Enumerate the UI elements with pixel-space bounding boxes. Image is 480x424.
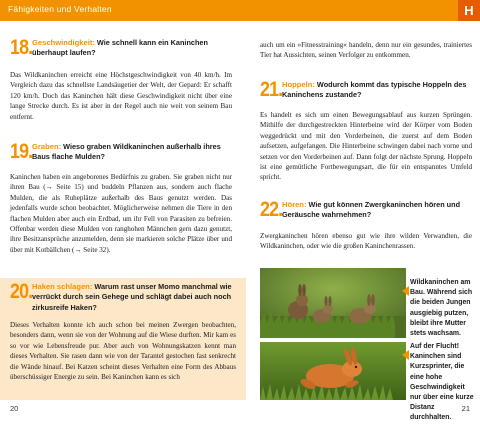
question-text: Wie gut können Zwergkaninchen hören und Geräusche wahrnehmen? — [282, 200, 461, 220]
question-heading — [32, 142, 232, 163]
caption-top — [410, 278, 474, 339]
answer-text: Dieses Verhalten konnte ich auch schon bei meinen Zwergen beobachten, besonders dann, wenn sie von der Wohnung auf die Wiese durften. Mir kam es so vor wie Lebensfreude pur. Aber auch von Wohnungskatzen kennt man dieses Verhalten. Sie rasen dann wie von der Tarantel gestochen fast senkrecht die Wände hinauf. Bei Katzen scheint dieses Verhalten eine Form des Abbaus überschüssiger Energie zu sein. Bei Kaninchen kann es sich — [10, 321, 236, 382]
answer-text: Zwergkaninchen hören ebenso gut wie ihre wilden Verwandten, die Wildkaninchen, oder wie die großen Kaninchenrassen. — [260, 232, 472, 251]
photo-fleeing-rabbit — [260, 342, 406, 400]
question-22 — [260, 200, 472, 221]
answer-20 — [10, 320, 236, 382]
question-heading — [32, 38, 232, 59]
question-text: Warum rast unser Momo manchmal wie verrückt durch sein Gehege und schlägt dabei auch noch zirkusreife Haken? — [32, 282, 232, 312]
question-19 — [10, 142, 232, 163]
page-number-left: 20 — [10, 404, 19, 413]
rabbits-at-burrow-image — [260, 268, 406, 338]
answer-text: Kaninchen haben ein angeborenes Bedürfnis zu graben. Sie graben nicht nur ihren Bau (→ Seite 15) und buddeln Pflanzen aus, sondern auch flache Mulden, die als Ruheplätze außerhalb des Baus genutzt werden. Das jedenfalls wurde schon beobachtet. Möglicherweise nehmen die Tiere in den flachen Mulden aber auch ein Erdbad, um ihr Fell von Parasiten zu befreien. Offenbar werden diese Mulden von ranghohen Männchen gern dazu genutzt, ihre Besitzansprüche anzumelden, denn sie markieren solche Plätze über und über mit Kotbällchen (→ Seite 32). — [10, 173, 232, 254]
question-heading — [32, 282, 236, 313]
answer-19 — [10, 172, 232, 255]
continuation-text — [260, 40, 472, 61]
answer-22 — [260, 231, 472, 252]
question-21 — [260, 80, 472, 101]
question-keyword: Haken schlagen: — [32, 282, 93, 291]
photo-wild-rabbits — [260, 268, 406, 338]
question-text: Wie schnell kann ein Kaninchen überhaupt laufen? — [32, 38, 208, 58]
running-head: Fähigkeiten und Verhalten — [8, 4, 112, 14]
page-number-right: 21 — [461, 404, 470, 413]
question-keyword: Hören: — [282, 200, 307, 209]
running-head-bar — [0, 0, 480, 21]
section-tab: H — [458, 0, 480, 21]
question-keyword: Geschwindigkeit: — [32, 38, 95, 47]
answer-text: Das Wildkaninchen erreicht eine Höchstgeschwindigkeit von 40 km/h. Im Vergleich dazu das schnellste Landsäugetier der Welt, der Gepard: Er schafft 120 km/h. Doch das Kaninchen hält diese Geschwindigkeit nicht über eine lange Strecke durch. Es ist aber in der Regel auch nie weit von seinem Bau entfernt. — [10, 71, 232, 121]
question-keyword: Graben: — [32, 142, 62, 151]
question-heading — [282, 80, 472, 101]
question-keyword: Hoppeln: — [282, 80, 315, 89]
caption-pointer-icon — [402, 350, 409, 360]
fleeing-rabbit-image — [260, 342, 406, 400]
question-number: 18. — [10, 36, 33, 59]
caption-pointer-icon — [402, 286, 409, 296]
question-20 — [10, 282, 236, 313]
question-heading — [282, 200, 472, 221]
answer-text: Es handelt es sich um einen Bewegungsablauf aus kurzen Sprüngen. Mithilfe der durchgestreckten Hinterbeine wird der Körper vom Boden weggedrückt und mit den Vorderbeinen, die zuerst auf dem Boden aufsetzen, aufgefangen. Die Hinterbeine schwingen dabei nach vorne und setzen vor den Vorderbeinen auf. Dann folgt der nächste Sprung. Hoppeln ist eine gemütliche Fortbewegungsart, die für ein entspanntes Umfeld spricht. — [260, 111, 472, 182]
answer-21 — [260, 110, 472, 183]
continuation-paragraph: auch um ein »Fitnesstraining« handeln, denn nur ein gesundes, trainiertes Tier hat Aussichten, seinen Verfolger zu entkommen. — [260, 41, 472, 60]
question-number: 20. — [10, 280, 33, 303]
question-text: Wieso graben Wildkaninchen außerhalb ihres Baus flache Mulden? — [32, 142, 221, 162]
question-number: 19. — [10, 140, 33, 163]
caption-text: Auf der Flucht! Kaninchen sind Kurzsprinter, die eine hohe Geschwindigkeit nur über eine kurze Distanz durchhalten. — [410, 343, 474, 422]
question-18 — [10, 38, 232, 59]
question-number: 22. — [260, 198, 283, 221]
caption-text: Wildkaninchen am Bau. Während sich die beiden Jungen ausgiebig putzen, bleibt ihre Mutter stets wachsam. — [410, 279, 473, 338]
question-text: Wodurch kommt das typische Hoppeln des Kaninchens zustande? — [282, 80, 467, 100]
answer-18 — [10, 70, 232, 122]
question-number: 21. — [260, 78, 283, 101]
